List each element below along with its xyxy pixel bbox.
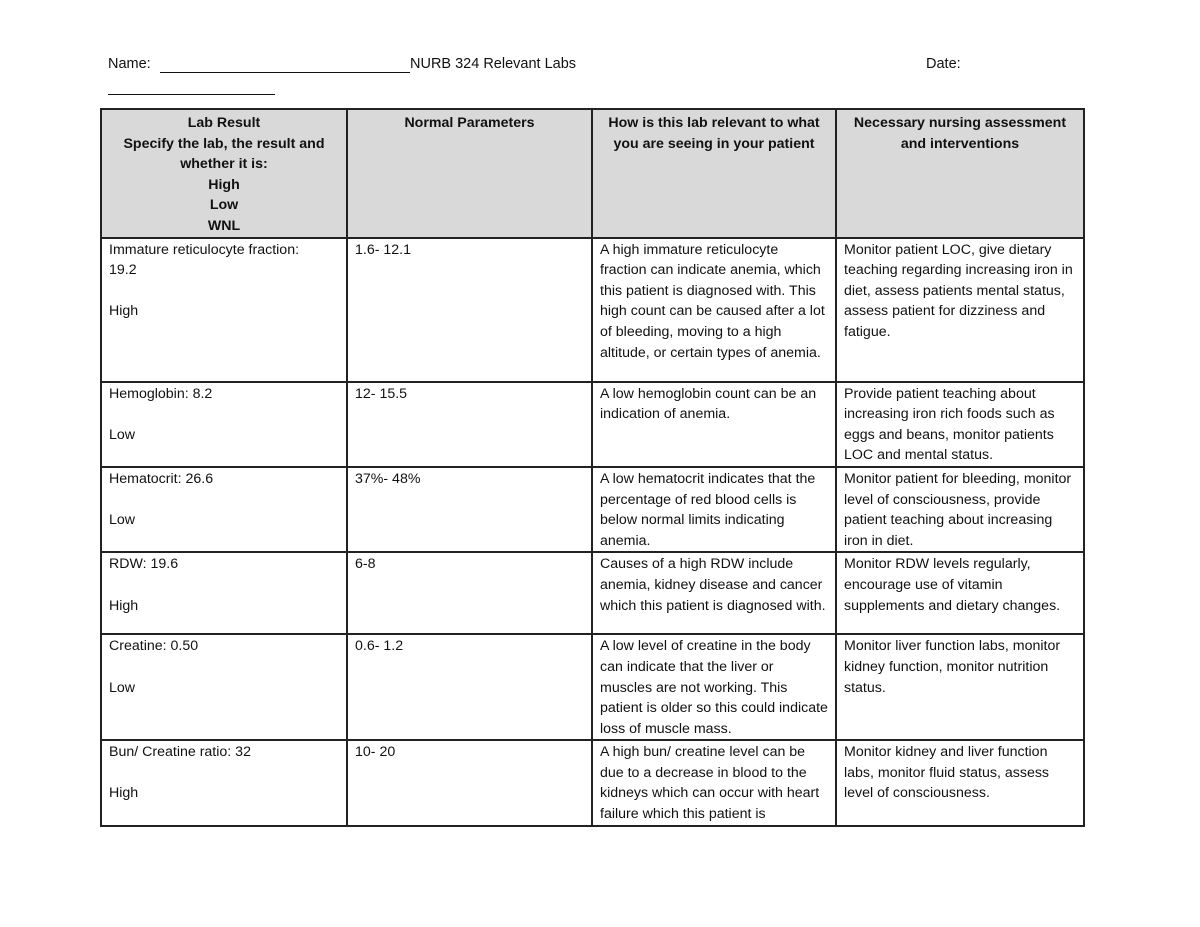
header-relevance: How is this lab relevant to what you are seeing in your patient	[592, 109, 836, 238]
relevance-cell: Causes of a high RDW include anemia, kidney disease and cancer which this patient is diagnosed with.	[592, 552, 836, 634]
interventions-cell: Monitor patient LOC, give dietary teaching regarding increasing iron in diet, assess patients mental status, assess patient for dizziness and fatigue.	[836, 238, 1084, 382]
lab-status: High	[109, 785, 139, 802]
normal-parameters-cell: 1.6- 12.1	[347, 238, 592, 382]
relevance-cell: A low hemoglobin count can be an indication of anemia.	[592, 382, 836, 467]
lab-result-cell	[101, 467, 347, 552]
normal-parameters-cell: 10- 20	[347, 740, 592, 825]
normal-parameters-cell: 6-8	[347, 552, 592, 634]
lab-status: High	[109, 303, 139, 320]
lab-result-cell	[101, 238, 347, 382]
labs-table	[100, 108, 1085, 827]
normal-parameters-cell: 0.6- 1.2	[347, 634, 592, 740]
lab-result-cell	[101, 382, 347, 467]
table-row	[101, 740, 1084, 825]
lab-name: Immature reticulocyte fraction:	[109, 241, 300, 258]
lab-name: Hemoglobin: 8.2	[109, 385, 213, 402]
interventions-cell: Monitor patient for bleeding, monitor level of consciousness, provide patient teaching about increasing iron in diet.	[836, 467, 1084, 552]
lab-value: 19.2	[109, 262, 137, 279]
lab-status: Low	[109, 512, 136, 529]
relevance-cell: A low hematocrit indicates that the percentage of red blood cells is below normal limits indicating anemia.	[592, 467, 836, 552]
lab-status: Low	[109, 679, 136, 696]
relevance-cell: A high immature reticulocyte fraction can indicate anemia, which this patient is diagnosed with. This high count can be caused after a lot of bleeding, moving to a high altitude, or certain types of anemia.	[592, 238, 836, 382]
lab-status: Low	[109, 426, 136, 443]
lab-status: High	[109, 597, 139, 614]
lab-name: Hematocrit: 26.6	[109, 470, 214, 487]
lab-name: RDW: 19.6	[109, 556, 179, 573]
interventions-cell: Monitor RDW levels regularly, encourage use of vitamin supplements and dietary changes.	[836, 552, 1084, 634]
header-interventions: Necessary nursing assessment and interventions	[836, 109, 1084, 238]
table-row	[101, 634, 1084, 740]
table-header-row	[101, 109, 1084, 238]
lab-result-cell	[101, 634, 347, 740]
name-blank-line	[160, 56, 410, 73]
table-row	[101, 238, 1084, 382]
relevance-cell: A high bun/ creatine level can be due to a decrease in blood to the kidneys which can occur with heart failure which this patient is	[592, 740, 836, 825]
normal-parameters-cell: 12- 15.5	[347, 382, 592, 467]
normal-parameters-cell: 37%- 48%	[347, 467, 592, 552]
interventions-cell: Monitor liver function labs, monitor kidney function, monitor nutrition status.	[836, 634, 1084, 740]
lab-result-cell	[101, 740, 347, 825]
lab-name: Bun/ Creatine ratio: 32	[109, 744, 251, 761]
interventions-cell: Provide patient teaching about increasing iron rich foods such as eggs and beans, monitor patients LOC and mental status.	[836, 382, 1084, 467]
lab-result-cell	[101, 552, 347, 634]
interventions-cell: Monitor kidney and liver function labs, monitor fluid status, assess level of consciousness.	[836, 740, 1084, 825]
relevance-cell: A low level of creatine in the body can indicate that the liver or muscles are not working. This patient is older so this could indicate loss of muscle mass.	[592, 634, 836, 740]
name-label: Name:	[108, 56, 151, 72]
table-row	[101, 467, 1084, 552]
date-label: Date:	[926, 56, 961, 72]
table-row	[101, 552, 1084, 634]
date-blank-line	[108, 78, 275, 95]
lab-name: Creatine: 0.50	[109, 638, 199, 655]
table-row	[101, 382, 1084, 467]
course-title: NURB 324 Relevant Labs	[410, 56, 577, 72]
header-lab-result: Lab Result Specify the lab, the result and whether it is: High Low WNL	[101, 109, 347, 238]
header-normal-parameters: Normal Parameters	[347, 109, 592, 238]
form-header	[108, 56, 1108, 78]
